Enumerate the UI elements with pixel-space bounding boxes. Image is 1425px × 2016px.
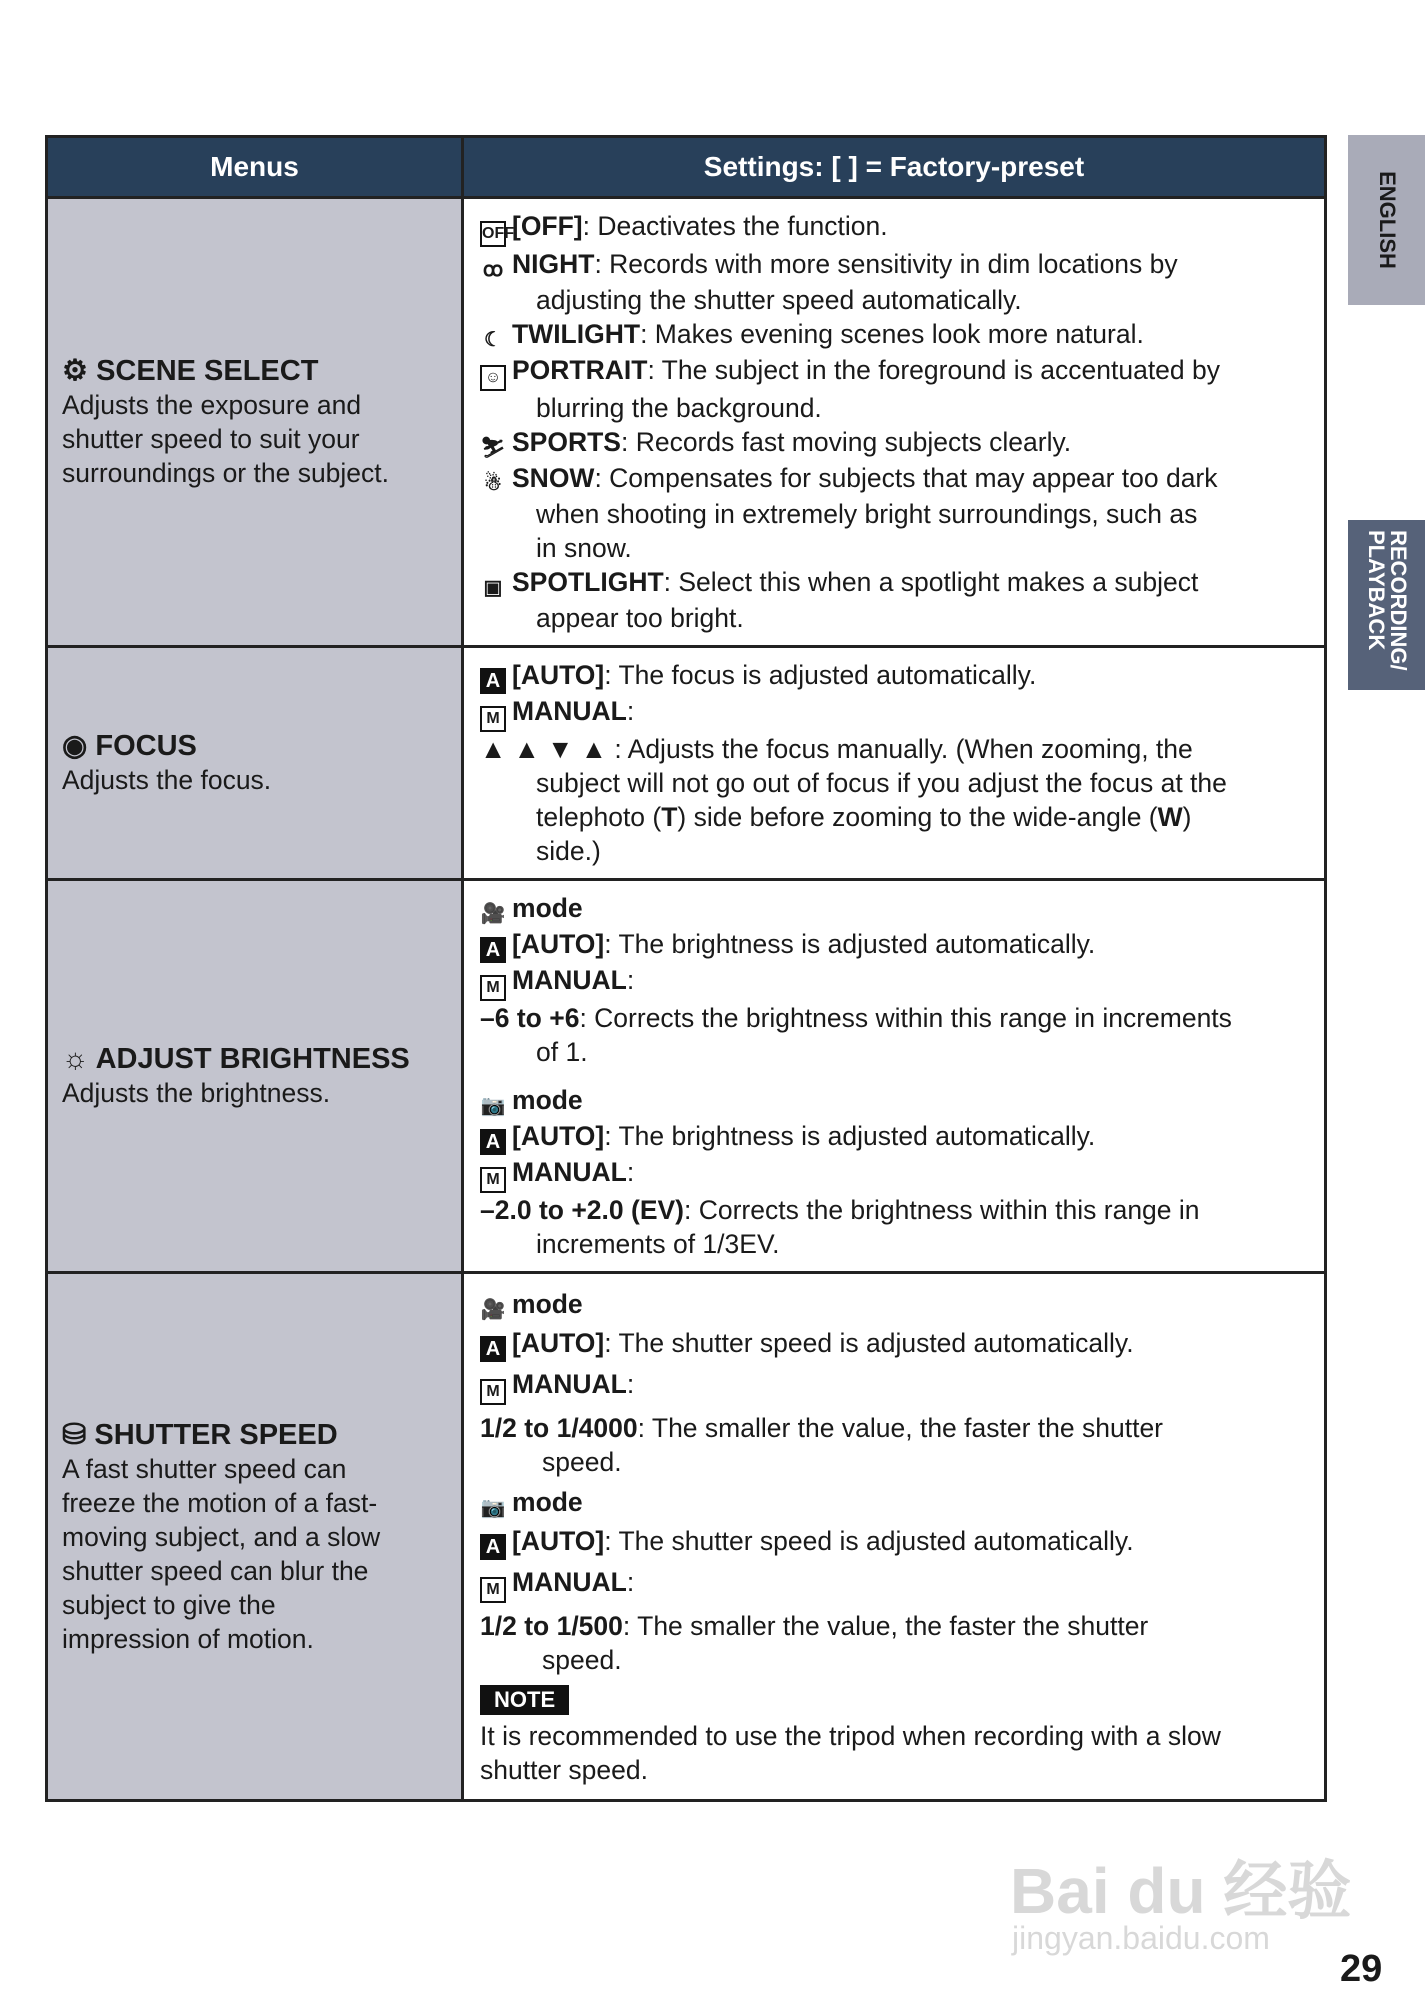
settings-cell: 🎥 mode A [AUTO]: The brightness is adjusted automatically. M MANUAL: –6 to +6: Corrects the brightness within this range in increments of 1. 📷 mode A [AUTO]: The brightness is adjusted automatically. M MANUAL: –2.0 to +2.0 (EV): Corrects the brightness within this range in increments of 1/3EV. — [463, 880, 1326, 1273]
menu-cell — [47, 198, 463, 647]
watermark-logo: Bai du 经验 — [1010, 1855, 1352, 1927]
manual-icon: M — [480, 1379, 506, 1405]
menu-title: SCENE SELECT — [96, 355, 319, 387]
menu-cell: ☼ ADJUST BRIGHTNESS Adjusts the brightness. — [47, 880, 463, 1273]
shutter-icon: ⛁ — [62, 1418, 87, 1451]
row-adjust-brightness — [47, 880, 1326, 1273]
note-badge: NOTE — [480, 1685, 569, 1715]
row-focus — [47, 647, 1326, 880]
snow-icon: ☃ — [484, 473, 502, 495]
menu-cell: ◉ FOCUS Adjusts the focus. — [47, 647, 463, 880]
manual-icon: M — [480, 975, 506, 1001]
row-scene-select — [47, 198, 1326, 647]
settings-header: Settings: [ ] = Factory-preset — [463, 137, 1326, 198]
focus-icon: ◉ — [62, 730, 88, 762]
focus-arrows-icon: ▲ ▲ ▼ ▲ — [480, 734, 608, 764]
night-icon: ꝏ — [482, 259, 504, 281]
manual-icon: M — [480, 706, 506, 732]
off-icon: OFF — [480, 221, 506, 247]
scene-select-icon: ⚙ — [62, 355, 88, 387]
brightness-icon: ☼ — [62, 1043, 89, 1075]
video-camera-icon: 🎥 — [480, 1298, 506, 1321]
note-text: It is recommended to use the tripod when recording with a slow shutter speed. — [480, 1720, 1221, 1785]
portrait-icon: ☺ — [480, 365, 506, 391]
twilight-icon: ☾ — [484, 329, 502, 351]
menu-description: Adjusts the exposure and shutter speed to suit your surroundings or the subject. — [62, 390, 390, 488]
menus-header: Menus — [47, 137, 463, 198]
video-camera-icon: 🎥 — [480, 903, 506, 925]
settings-cell: 🎥 mode A [AUTO]: The shutter speed is adjusted automatically. M MANUAL: 1/2 to 1/4000: The smaller the value, the faster the shutter speed. 📷 mode A [AUTO]: The shutter speed is adjusted automatically. M MANUAL: 1/2 to 1/500: The smaller the value, the faster the shutter speed. NOTE It is recommended to use the tripod when recording with a slow shutter speed. — [463, 1273, 1326, 1801]
manual-icon: M — [480, 1167, 506, 1193]
auto-icon: A — [480, 1129, 506, 1155]
spotlight-icon: ▣ — [483, 577, 503, 599]
row-shutter-speed — [47, 1273, 1326, 1801]
auto-icon: A — [480, 1336, 506, 1362]
tab-recording-playback[interactable]: RECORDING/ PLAYBACK — [1348, 520, 1425, 690]
photo-camera-icon: 📷 — [480, 1496, 506, 1519]
settings-cell: OFF[OFF]: Deactivates the function. ꝏ NIGHT: Records with more sensitivity in dim locations by adjusting the shutter speed automatically. ☾ TWILIGHT: Makes evening scenes look more natural. ☺ PORTRAIT: The subject in the foreground is accentuated by blurring the background. ⛷ SPORTS: Records fast moving subjects clearly. ☃ SNOW: Compensates for subjects that may appear too dark when shooting in extremely bright surroundings, such as in snow. ▣ SPOTLIGHT: Select this when a spotlight makes a subject appear too bright. — [463, 198, 1326, 647]
menu-cell: ⛁ SHUTTER SPEED A fast shutter speed can freeze the motion of a fast-moving subject, and a slow shutter speed can blur the subject to give the impression of motion. — [47, 1273, 463, 1801]
manual-icon: M — [480, 1577, 506, 1603]
auto-icon: A — [480, 937, 506, 963]
menu-settings-table — [45, 135, 1327, 1802]
photo-camera-icon: 📷 — [480, 1095, 506, 1117]
sports-icon: ⛷ — [480, 437, 506, 459]
page-number: 29 — [1340, 1948, 1383, 1990]
auto-icon: A — [480, 668, 506, 694]
watermark-url: jingyan.baidu.com — [1012, 1920, 1270, 1956]
settings-cell: A [AUTO]: The focus is adjusted automatically. M MANUAL: ▲ ▲ ▼ ▲ : Adjusts the focus manually. (When zooming, the subject will not go out of focus if you adjust the focus at the telephoto (T) side before zooming to the wide-angle (W) side.) — [463, 647, 1326, 880]
tab-english[interactable]: ENGLISH — [1348, 135, 1425, 305]
auto-icon: A — [480, 1534, 506, 1560]
